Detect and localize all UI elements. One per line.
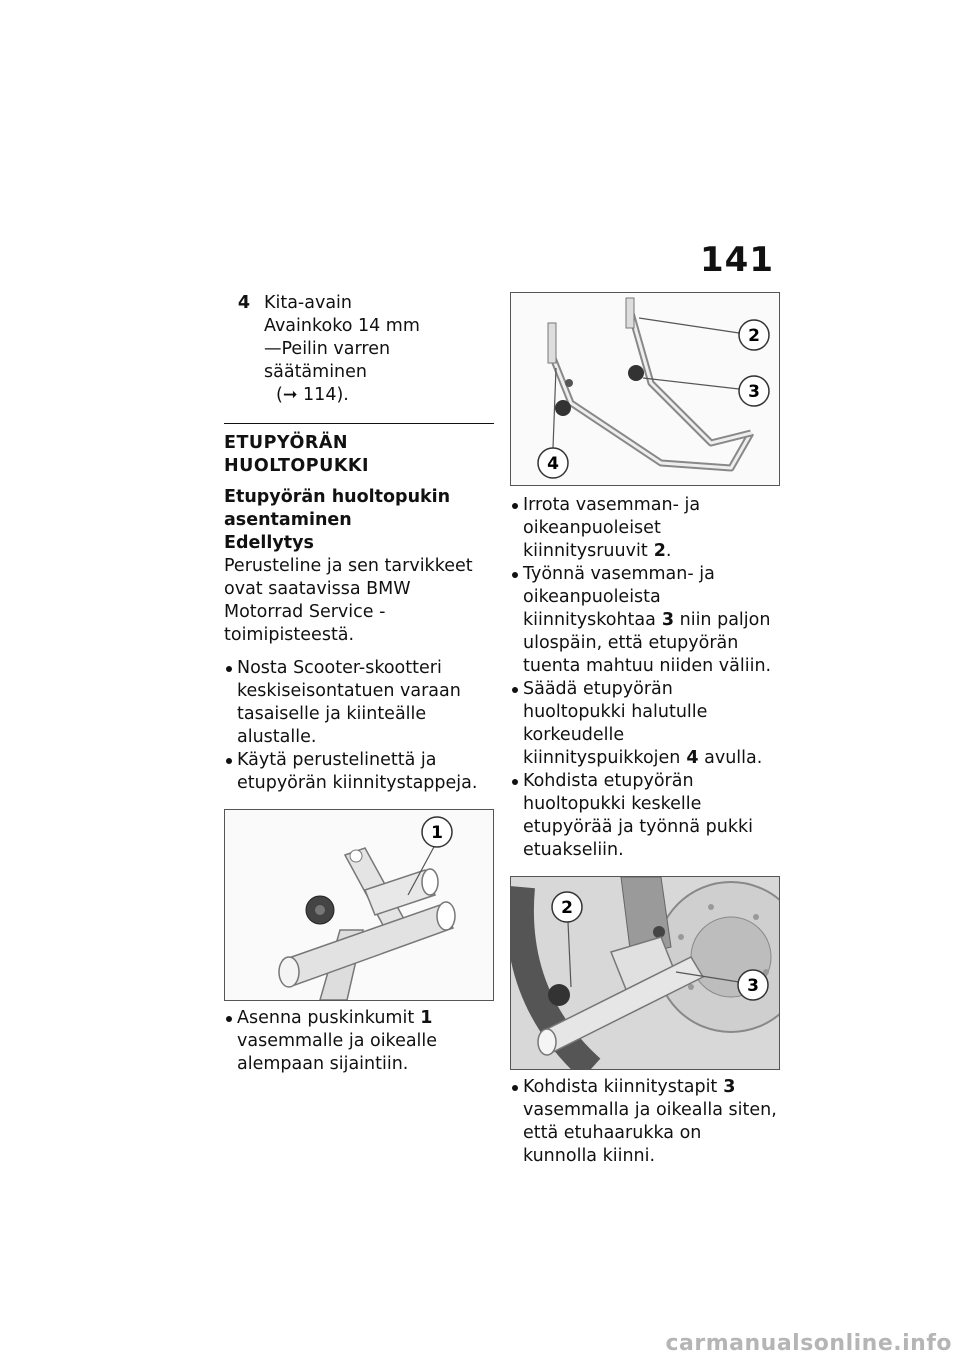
list-item (224, 1007, 494, 1076)
list-item: Käytä perustelinettä ja etupyörän kiinnitystappeja. (224, 749, 494, 795)
item-line: Kita-avain (264, 293, 352, 313)
list-item-text: Työnnä vasemman- ja oikeanpuoleista kiinnityskohtaa (523, 564, 715, 630)
list-item (510, 563, 780, 678)
callout-label: 3 (748, 382, 760, 402)
page-number: 141 (700, 240, 774, 280)
callout-label: 1 (431, 823, 443, 843)
list-item-text: Irrota vasemman- ja oikeanpuoleiset kiinnitysruuvit (523, 495, 701, 561)
subsection-title-line: Etupyörän huoltopukin (224, 487, 451, 507)
item-line: —Peilin varren säätäminen (264, 339, 391, 382)
subsection-title (224, 486, 494, 532)
callout-label: 3 (747, 976, 759, 996)
watermark: carmanualsonline.info (665, 1331, 952, 1356)
list-item (510, 678, 780, 770)
list-item-text: niin paljon ulospäin, että etupyörän tuenta mahtuu niiden väliin. (523, 610, 772, 676)
reference-number: 1 (420, 1008, 433, 1028)
callout-label: 2 (561, 898, 573, 918)
right-column (510, 292, 780, 1168)
reference-number: 4 (686, 748, 699, 768)
prerequisite-text: Perusteline ja sen tarvikkeet ovat saatavissa BMW Motorrad Service -toimipisteestä. (224, 556, 473, 645)
item-body (264, 292, 494, 407)
callout-label: 2 (748, 326, 760, 346)
list-item (510, 770, 780, 862)
list-item (510, 1076, 780, 1168)
figure-wheel-mount (510, 876, 780, 1070)
item-line: Avainkoko 14 mm (264, 316, 420, 336)
list-item-text: vasemmalla ja oikealla siten, että etuhaarukka on kunnolla kiinni. (523, 1100, 777, 1166)
reference-number: 3 (661, 610, 675, 630)
list-item-text: Kohdista kiinnitystapit (523, 1077, 718, 1097)
list-item-text: Kohdista etupyörän huoltopukki keskelle etupyörää ja työnnä pukki etuakseliin. (523, 771, 753, 860)
section-title: ETUPYÖRÄN HUOLTOPUKKI (224, 423, 494, 478)
list-item-text: Asenna puskinkumit (237, 1008, 415, 1028)
list-item (510, 494, 780, 563)
figure-front-stand (510, 292, 780, 486)
list-item-text: avulla. (698, 748, 763, 768)
subsection-title-line: asentaminen (224, 510, 352, 530)
list-item: Nosta Scooter-skootteri keskiseisontatuen varaan tasaiselle ja kiinteälle alustalle. (224, 657, 494, 749)
callout-label: 4 (547, 454, 559, 474)
left-column (224, 292, 494, 1076)
reference-number: 3 (723, 1077, 736, 1097)
prerequisite-title: Edellytys (224, 533, 314, 553)
item-number: 4 (237, 293, 251, 313)
item-4 (224, 292, 494, 407)
list-item-text: vasemmalle ja oikealle alempaan sijaintiin. (237, 1031, 438, 1074)
reference-number: 2 (653, 541, 666, 561)
list-item-text: . (665, 541, 672, 561)
figure-bumper-rubbers (224, 809, 494, 1001)
list-item-text: Säädä etupyörän huoltopukki halutulle korkeudelle kiinnityspuikkojen (523, 679, 708, 768)
page-reference-link[interactable]: (➞ 114). (276, 385, 349, 405)
